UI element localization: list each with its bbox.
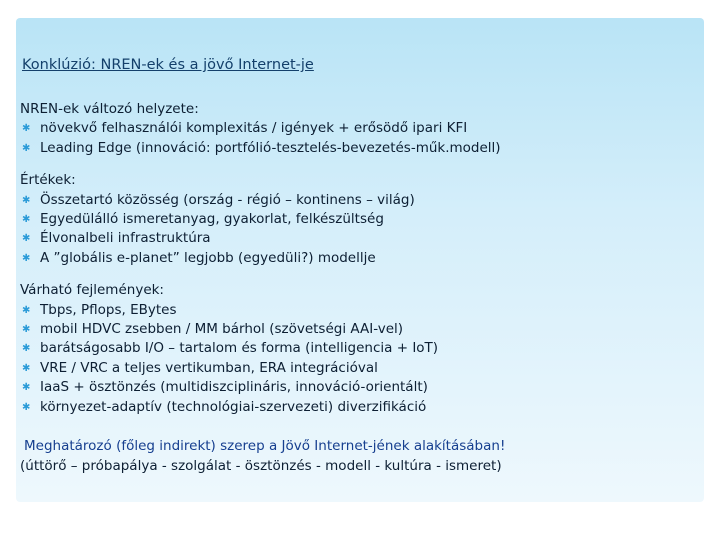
list-item-text: VRE / VRC a teljes vertikumban, ERA integrációval (40, 359, 378, 376)
list-item (20, 320, 680, 339)
list-item-text: növekvő felhasználói komplexitás / igények + erősödő ipari KFI (40, 120, 468, 137)
asterisk-bullet-icon: ✱ (22, 252, 31, 264)
asterisk-bullet-icon: ✱ (22, 233, 31, 245)
list-item-text: mobil HDVC zsebben / MM bárhol (szövetségi AAI-vel) (40, 321, 404, 338)
asterisk-bullet-icon: ✱ (22, 142, 31, 154)
section-heading: Értékek: (20, 172, 76, 189)
asterisk-bullet-icon: ✱ (22, 382, 31, 394)
list-item (20, 119, 680, 138)
list-item (20, 191, 680, 210)
list-item (20, 339, 680, 358)
section-expected-developments (20, 281, 680, 417)
list-item (20, 359, 680, 378)
conclusion-block (20, 437, 680, 476)
section-values (20, 171, 680, 268)
section-heading: Várható fejlemények: (20, 282, 164, 299)
list-item-text: Egyedülálló ismeretanyag, gyakorlat, felkészültség (40, 211, 384, 228)
list-item (20, 301, 680, 320)
asterisk-bullet-icon: ✱ (22, 324, 31, 336)
list-item-text: IaaS + ösztönzés (multidiszciplináris, innováció-orientált) (40, 379, 428, 396)
asterisk-bullet-icon: ✱ (22, 362, 31, 374)
asterisk-bullet-icon: ✱ (22, 123, 31, 135)
list-item-text: környezet-adaptív (technológiai-szervezeti) diverzifikáció (40, 398, 427, 415)
list-item-text: Leading Edge (innováció: portfólió-tesztelés-bevezetés-műk.modell) (40, 139, 501, 156)
conclusion-statement: Meghatározó (főleg indirekt) szerep a Jövő Internet-jének alakításában! (24, 438, 506, 455)
asterisk-bullet-icon: ✱ (22, 194, 31, 206)
list-item (20, 139, 680, 158)
list-item (20, 398, 680, 417)
section-nren-situation (20, 100, 680, 158)
list-item (20, 378, 680, 397)
asterisk-bullet-icon: ✱ (22, 343, 31, 355)
asterisk-bullet-icon: ✱ (22, 401, 31, 413)
list-item-text: Tbps, Pflops, EBytes (40, 301, 177, 318)
list-item (20, 229, 680, 248)
list-item-text: Összetartó közösség (ország - régió – kontinens – világ) (40, 191, 415, 208)
list-item-text: A ”globális e-planet” legjobb (egyedüli?) modellje (40, 249, 376, 266)
asterisk-bullet-icon: ✱ (22, 304, 31, 316)
list-item-text: barátságosabb I/O – tartalom és forma (intelligencia + IoT) (40, 340, 439, 357)
slide-content (20, 100, 680, 476)
asterisk-bullet-icon: ✱ (22, 214, 31, 226)
slide-title: Konklúzió: NREN-ek és a jövő Internet-je (22, 57, 314, 73)
list-item-text: Élvonalbeli infrastruktúra (40, 230, 211, 247)
list-item (20, 210, 680, 229)
list-item (20, 249, 680, 268)
section-heading: NREN-ek változó helyzete: (20, 101, 199, 117)
conclusion-keywords: (úttörő – próbapálya - szolgálat - ösztönzés - modell - kultúra - ismeret) (20, 457, 502, 474)
